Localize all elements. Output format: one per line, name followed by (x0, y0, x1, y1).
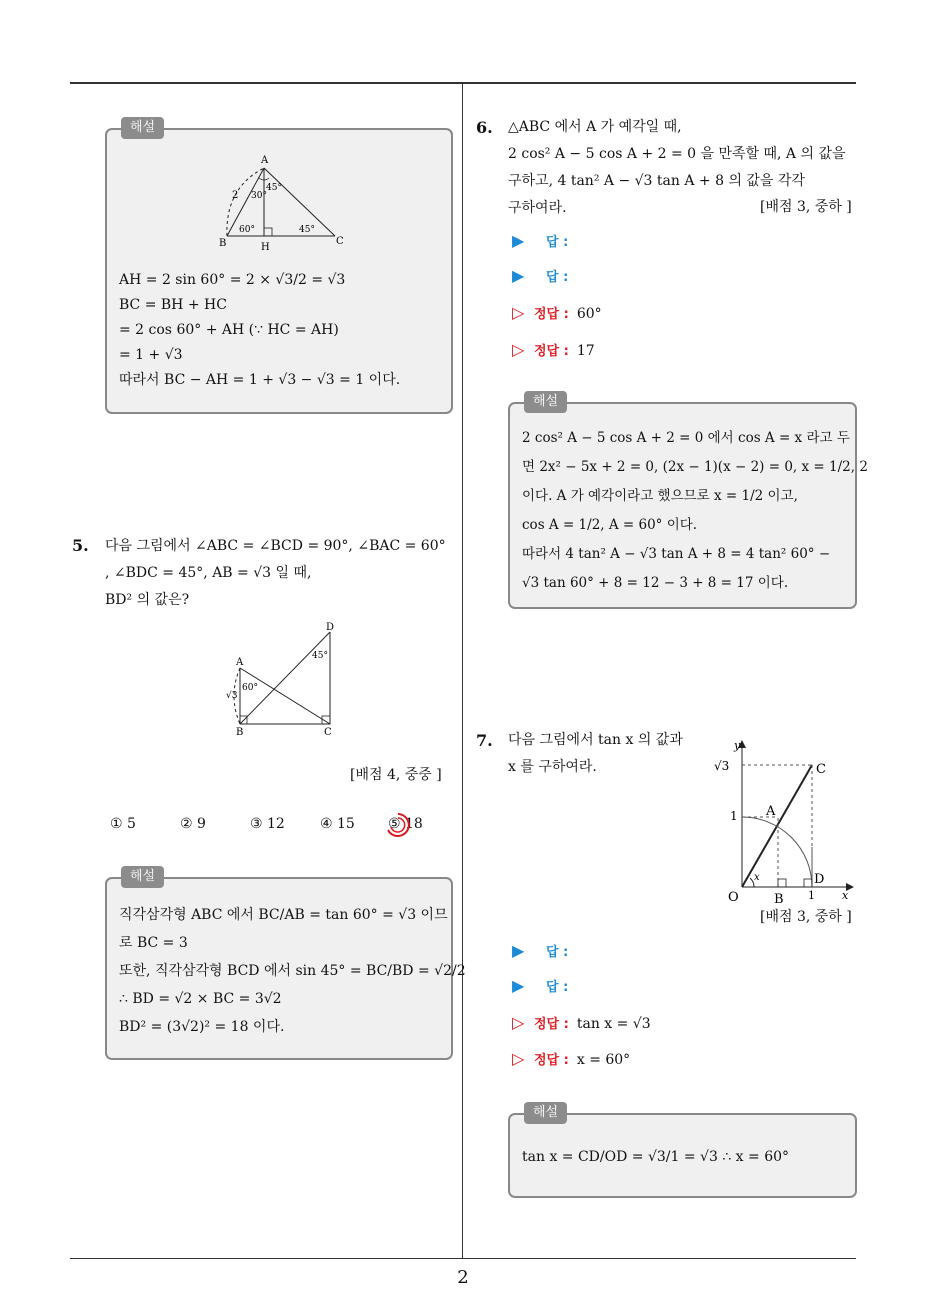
q7-answer-1 (512, 940, 568, 962)
triangle-outline-icon: ▷ (512, 1013, 525, 1032)
expl-line: BC = BH + HC (119, 297, 227, 313)
answer-label: 답 : (546, 270, 569, 285)
label-C: C (816, 762, 826, 777)
label-30: 30° (251, 191, 267, 201)
expl-line: 또한, 직각삼각형 BCD 에서 sin 45° = BC/BD = √2/2 (119, 963, 466, 979)
label-1-x: 1 (808, 889, 815, 902)
triangle-icon: ▶ (512, 266, 525, 285)
q7-line: x 를 구하여라. (508, 759, 597, 775)
top-rule (70, 82, 856, 84)
triangle-outline-icon: ▷ (512, 1049, 525, 1068)
q7-line: 다음 그림에서 tan x 의 값과 (508, 732, 683, 748)
q6-correct-2 (512, 339, 595, 361)
answer-mark-icon (383, 810, 413, 840)
q6-line: △ABC 에서 A 가 예각일 때, (508, 119, 682, 135)
q6-number: 6. (476, 118, 493, 137)
q5-figure (220, 620, 360, 740)
label-B: B (774, 892, 784, 907)
q5-line: 다음 그림에서 ∠ABC = ∠BCD = 90°, ∠BAC = 60° (105, 538, 446, 554)
expl-line: AH = 2 sin 60° = 2 × √3/2 = √3 (119, 272, 346, 288)
explanation-tag: 해설 (121, 866, 164, 888)
label-60: 60° (242, 683, 258, 693)
expl-line: 로 BC = 3 (119, 935, 188, 951)
axis-y: y (734, 739, 741, 752)
expl-line: = 1 + √3 (119, 347, 183, 363)
label-45a: 45° (266, 183, 282, 193)
q5-line: , ∠BDC = 45°, AB = √3 일 때, (105, 565, 312, 581)
page-number: 2 (457, 1267, 469, 1288)
q6-score: [배점 3, 중하 ] (760, 199, 852, 215)
explanation-box-prev (105, 120, 453, 414)
label-A: A (261, 155, 269, 166)
q5-number: 5. (72, 536, 89, 555)
q6-line: 2 cos² A − 5 cos A + 2 = 0 을 만족할 때, A 의 값을 (508, 146, 846, 162)
q7-explanation-box (508, 1105, 857, 1198)
q7-figure (708, 737, 858, 909)
label-45b: 45° (299, 225, 315, 235)
choice-1[interactable]: ① 5 (110, 816, 136, 832)
q6-line: 구하고, 4 tan² A − √3 tan A + 8 의 값을 각각 (508, 173, 805, 189)
label-side-2: 2 (232, 190, 239, 201)
expl-line: 따라서 BC − AH = 1 + √3 − √3 = 1 이다. (119, 372, 401, 388)
answer-label: 답 : (546, 235, 569, 250)
column-divider (462, 84, 463, 1258)
triangle-figure (107, 148, 455, 268)
label-angle-x: x (754, 872, 760, 883)
choice-3[interactable]: ③ 12 (250, 816, 285, 832)
q6-answer-1 (512, 230, 568, 252)
axis-x: x (842, 889, 849, 902)
q5-explanation-box (105, 869, 466, 1060)
label-B: B (236, 727, 244, 738)
triangle-outline-icon: ▷ (512, 303, 525, 322)
expl-line: 이다. A 가 예각이라고 했으므로 x = 1/2 이고, (522, 488, 798, 504)
correct-value: tan x = √3 (576, 1016, 651, 1032)
correct-value: x = 60° (576, 1052, 631, 1068)
label-H: H (261, 242, 270, 253)
label-A: A (766, 804, 776, 819)
correct-label: 정답 : (534, 1017, 569, 1032)
expl-line: 직각삼각형 ABC 에서 BC/AB = tan 60° = √3 이므 (119, 907, 448, 923)
correct-label: 정답 : (534, 344, 569, 359)
label-C: C (324, 727, 332, 738)
correct-value: 17 (576, 343, 595, 359)
q7-correct-1 (512, 1012, 651, 1034)
expl-line: = 2 cos 60° + AH (∵ HC = AH) (119, 322, 339, 338)
q5-choices (110, 816, 450, 838)
label-45: 45° (312, 651, 328, 661)
expl-line: 2 cos² A − 5 cos A + 2 = 0 에서 cos A = x 라고 두 (522, 430, 850, 446)
explanation-tag: 해설 (524, 1102, 567, 1124)
correct-label: 정답 : (534, 1053, 569, 1068)
correct-label: 정답 : (534, 307, 569, 322)
q7-score: [배점 3, 중하 ] (760, 909, 852, 925)
q5-line: BD² 의 값은? (105, 592, 190, 608)
label-1-y: 1 (730, 809, 738, 823)
q6-correct-1 (512, 302, 602, 324)
explanation-tag: 해설 (121, 117, 164, 139)
triangle-icon: ▶ (512, 231, 525, 250)
q7-number: 7. (476, 731, 493, 750)
q6-explanation-box (508, 394, 868, 609)
label-60: 60° (239, 225, 255, 235)
q6-line: 구하여라. (508, 200, 567, 216)
correct-value: 60° (576, 306, 602, 322)
label-C: C (336, 236, 344, 247)
label-O: O (728, 890, 739, 905)
expl-line: √3 tan 60° + 8 = 12 − 3 + 8 = 17 이다. (522, 575, 789, 591)
expl-line: cos A = 1/2, A = 60° 이다. (522, 517, 698, 533)
expl-line: ∴ BD = √2 × BC = 3√2 (119, 991, 282, 1007)
expl-line: 따라서 4 tan² A − √3 tan A + 8 = 4 tan² 60° − (522, 546, 831, 562)
q7-text (508, 727, 683, 781)
label-B: B (219, 238, 227, 249)
label-D: D (326, 622, 335, 633)
choice-4[interactable]: ④ 15 (320, 816, 355, 832)
label-sqrt3: √3 (226, 691, 238, 701)
expl-line: 면 2x² − 5x + 2 = 0, (2x − 1)(x − 2) = 0, x = 1/2, 2 (522, 459, 868, 475)
answer-label: 답 : (546, 980, 569, 995)
label-D: D (814, 872, 825, 887)
q5-score: [배점 4, 중중 ] (350, 767, 442, 783)
explanation-tag: 해설 (524, 391, 567, 413)
triangle-icon: ▶ (512, 941, 525, 960)
choice-2[interactable]: ② 9 (180, 816, 206, 832)
q7-answer-2 (512, 975, 568, 997)
q5-text (105, 533, 446, 614)
expl-line: BD² = (3√2)² = 18 이다. (119, 1019, 285, 1035)
expl-line: tan x = CD/OD = √3/1 = √3 ∴ x = 60° (522, 1149, 790, 1165)
label-sqrt3: √3 (714, 759, 730, 773)
label-A: A (236, 657, 244, 668)
bottom-rule (70, 1258, 856, 1259)
choice-5[interactable]: ⑤ 18 (388, 816, 423, 832)
answer-label: 답 : (546, 945, 569, 960)
triangle-icon: ▶ (512, 976, 525, 995)
q6-answer-2 (512, 265, 568, 287)
triangle-outline-icon: ▷ (512, 340, 525, 359)
q7-correct-2 (512, 1048, 630, 1070)
